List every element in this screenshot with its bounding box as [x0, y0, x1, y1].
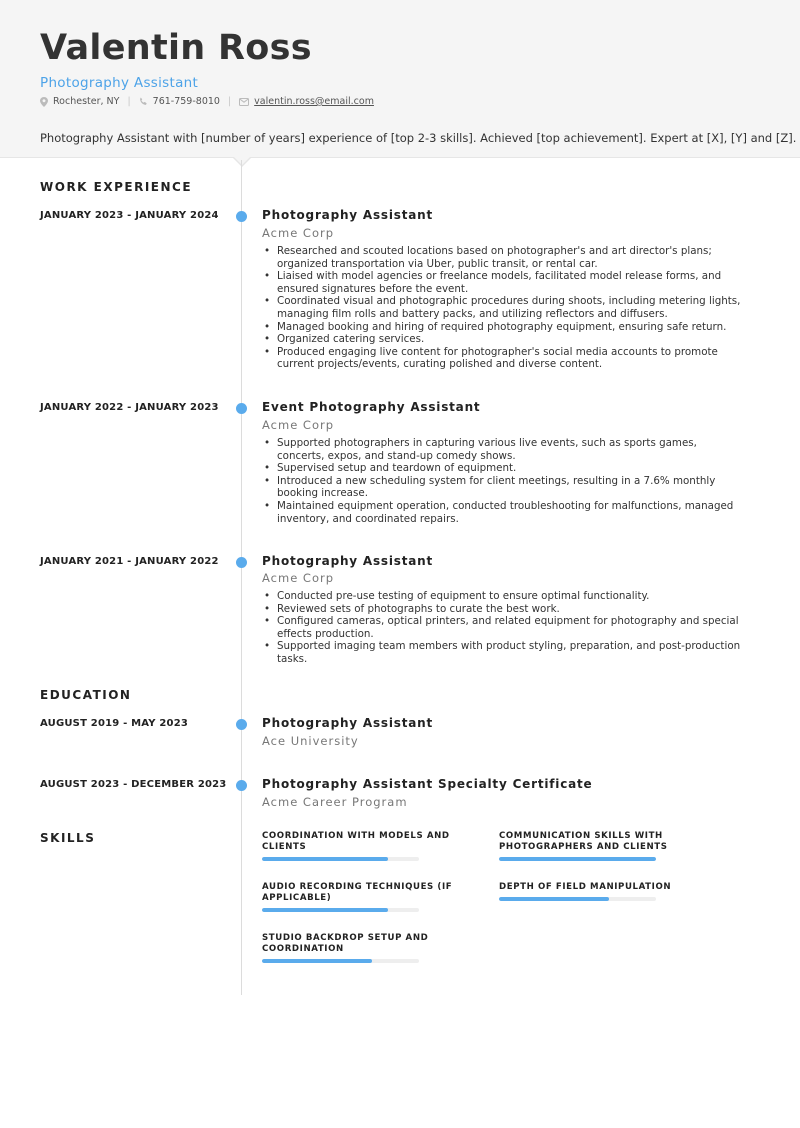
list-item: • Introduced a new scheduling system for client meetings, resulting in a 7.6% monthly booking increase.	[262, 475, 747, 500]
list-item: • Organized catering services.	[262, 333, 747, 346]
education-dates: AUGUST 2023 - DECEMBER 2023	[40, 779, 227, 790]
education-degree: Photography Assistant	[262, 716, 434, 730]
phone-icon	[139, 97, 148, 106]
timeline-dot	[236, 557, 247, 568]
header-notch	[234, 157, 250, 165]
education-dates: AUGUST 2019 - MAY 2023	[40, 718, 189, 729]
contact-email[interactable]	[239, 96, 374, 107]
skill-item	[499, 882, 699, 901]
work-company: Acme Corp	[262, 418, 335, 432]
skill-level-bar	[262, 959, 419, 963]
skill-level-bar	[499, 857, 656, 861]
list-item: • Conducted pre-use testing of equipment to ensure optimal functionality.	[262, 590, 747, 603]
skill-item	[262, 933, 462, 963]
list-item: • Managed booking and hiring of required photography equipment, ensuring safe return.	[262, 321, 747, 334]
skill-level-bar	[262, 857, 419, 861]
contact-location	[40, 96, 119, 107]
list-item: • Maintained equipment operation, conducted troubleshooting for malfunctions, managed inventory, and coordinated repairs.	[262, 500, 747, 525]
skill-level-bar	[262, 908, 419, 912]
work-bullets	[262, 437, 747, 525]
phone-text: 761-759-8010	[152, 96, 220, 107]
skill-name: AUDIO RECORDING TECHNIQUES (IF APPLICABLE)	[262, 882, 453, 903]
skill-level-bar	[499, 897, 656, 901]
skill-name: COORDINATION WITH MODELS AND CLIENTS	[262, 831, 450, 852]
section-heading-skills: SKILLS	[40, 831, 96, 845]
list-item: • Liaised with model agencies or freelance models, facilitated model release forms, and ensured signatures before the event.	[262, 270, 747, 295]
timeline-dot	[236, 403, 247, 414]
work-role: Photography Assistant	[262, 554, 434, 568]
list-item: • Researched and scouted locations based on photographer's and art director's plans; organized transportation via Uber, public transit, or rental car.	[262, 245, 747, 270]
timeline-dot	[236, 211, 247, 222]
skill-level-fill	[262, 959, 372, 963]
list-item: • Supported imaging team members with product styling, preparation, and post-production tasks.	[262, 640, 747, 665]
work-role: Event Photography Assistant	[262, 400, 481, 414]
work-company: Acme Corp	[262, 571, 335, 585]
location-text: Rochester, NY	[53, 96, 120, 107]
skill-item	[262, 831, 462, 861]
contact-separator: |	[227, 96, 232, 107]
timeline-line	[241, 160, 242, 995]
contact-separator: |	[127, 96, 131, 107]
skill-name: DEPTH OF FIELD MANIPULATION	[499, 882, 672, 892]
skill-name: COMMUNICATION SKILLS WITH PHOTOGRAPHERS AND CLIENTS	[499, 831, 668, 852]
contact-info	[40, 96, 374, 107]
list-item: • Supported photographers in capturing various live events, such as sports games, concerts, expos, and stand-up comedy shows.	[262, 437, 747, 462]
skill-level-fill	[262, 857, 388, 861]
skill-level-fill	[499, 897, 609, 901]
list-item: • Produced engaging live content for photographer's social media accounts to promote current projects/events, curating polished and diverse content.	[262, 346, 747, 371]
list-item: • Reviewed sets of photographs to curate the best work.	[262, 603, 747, 616]
map-pin-icon	[40, 97, 48, 107]
work-bullets	[262, 245, 747, 371]
resume-header	[0, 0, 800, 158]
education-degree: Photography Assistant Specialty Certificate	[262, 777, 593, 791]
candidate-name: Valentin Ross	[40, 28, 312, 68]
skill-item	[262, 882, 462, 912]
list-item: • Supervised setup and teardown of equipment.	[262, 462, 747, 475]
skill-item	[499, 831, 699, 861]
section-heading-education: EDUCATION	[40, 688, 132, 702]
work-dates: JANUARY 2021 - JANUARY 2022	[40, 556, 219, 567]
work-bullets	[262, 590, 747, 666]
envelope-icon	[239, 98, 249, 106]
education-institution: Ace University	[262, 734, 359, 748]
work-role: Photography Assistant	[262, 208, 434, 222]
profile-summary: Photography Assistant with [number of years] experience of [top 2-3 skills]. Achieved [top achievement]. Expert at [X], [Y] and [Z].	[40, 131, 797, 145]
email-link[interactable]: valentin.ross@email.com	[254, 96, 374, 107]
timeline-dot	[236, 719, 247, 730]
work-company: Acme Corp	[262, 226, 335, 240]
work-dates: JANUARY 2023 - JANUARY 2024	[40, 210, 219, 221]
list-item: • Configured cameras, optical printers, and related equipment for photography and special effects production.	[262, 615, 747, 640]
section-heading-work: WORK EXPERIENCE	[40, 180, 193, 194]
list-item: • Coordinated visual and photographic procedures during shoots, including metering lights, managing film rolls and battery packs, and utilizing reflectors and diffusers.	[262, 295, 747, 320]
skill-level-fill	[499, 857, 656, 861]
timeline-dot	[236, 780, 247, 791]
skill-level-fill	[262, 908, 388, 912]
work-dates: JANUARY 2022 - JANUARY 2023	[40, 402, 219, 413]
skill-name: STUDIO BACKDROP SETUP AND COORDINATION	[262, 933, 429, 954]
candidate-title: Photography Assistant	[40, 75, 199, 91]
contact-phone	[139, 96, 220, 107]
education-institution: Acme Career Program	[262, 795, 408, 809]
